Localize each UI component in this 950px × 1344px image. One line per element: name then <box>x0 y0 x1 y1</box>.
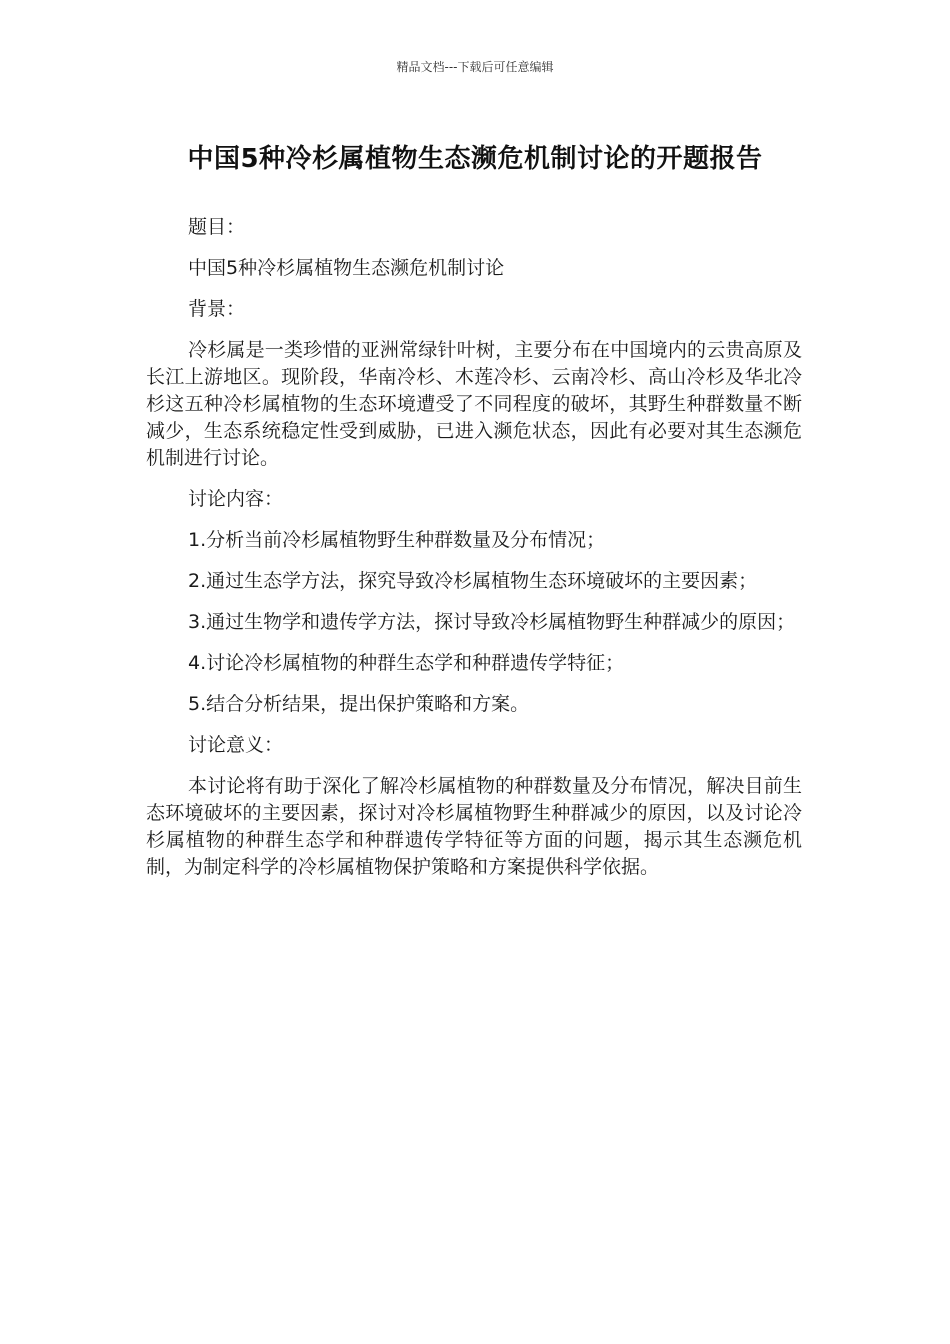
topic-text: 中国5种冷杉属植物生态濒危机制讨论 <box>188 257 505 279</box>
header-note: 精品文档---下载后可任意编辑 <box>396 60 554 74</box>
content-item-5: 5.结合分析结果，提出保护策略和方案。 <box>188 693 530 715</box>
document-body <box>146 214 802 895</box>
label-background: 背景： <box>188 298 246 320</box>
document-title: 中国5种冷杉属植物生态濒危机制讨论的开题报告 <box>187 144 763 174</box>
content-item-1: 1.分析当前冷杉属植物野生种群数量及分布情况； <box>188 529 606 551</box>
content-item-3: 3.通过生物学和遗传学方法，探讨导致冷杉属植物野生种群减少的原因； <box>188 611 796 633</box>
label-significance: 讨论意义： <box>188 734 284 756</box>
content-item-2: 2.通过生态学方法，探究导致冷杉属植物生态环境破坏的主要因素； <box>188 570 758 592</box>
background-text: 冷杉属是一类珍惜的亚洲常绿针叶树，主要分布在中国境内的云贵高原及长江上游地区。现阶段，华南冷杉、木莲冷杉、云南冷杉、高山冷杉及华北冷杉这五种冷杉属植物的生态环境遭受了不同程度的破坏，其野生种群数量不断减少，生态系统稳定性受到威胁，已进入濒危状态，因此有必要对其生态濒危机制进行讨论。 <box>146 339 802 469</box>
content-item-4: 4.讨论冷杉属植物的种群生态学和种群遗传学特征； <box>188 652 625 674</box>
significance-text: 本讨论将有助于深化了解冷杉属植物的种群数量及分布情况，解决目前生态环境破坏的主要因素，探讨对冷杉属植物野生种群减少的原因，以及讨论冷杉属植物的种群生态学和种群遗传学特征等方面的问题，揭示其生态濒危机制，为制定科学的冷杉属植物保护策略和方案提供科学依据。 <box>146 775 802 878</box>
label-topic: 题目： <box>188 216 246 238</box>
label-content: 讨论内容： <box>188 488 284 510</box>
